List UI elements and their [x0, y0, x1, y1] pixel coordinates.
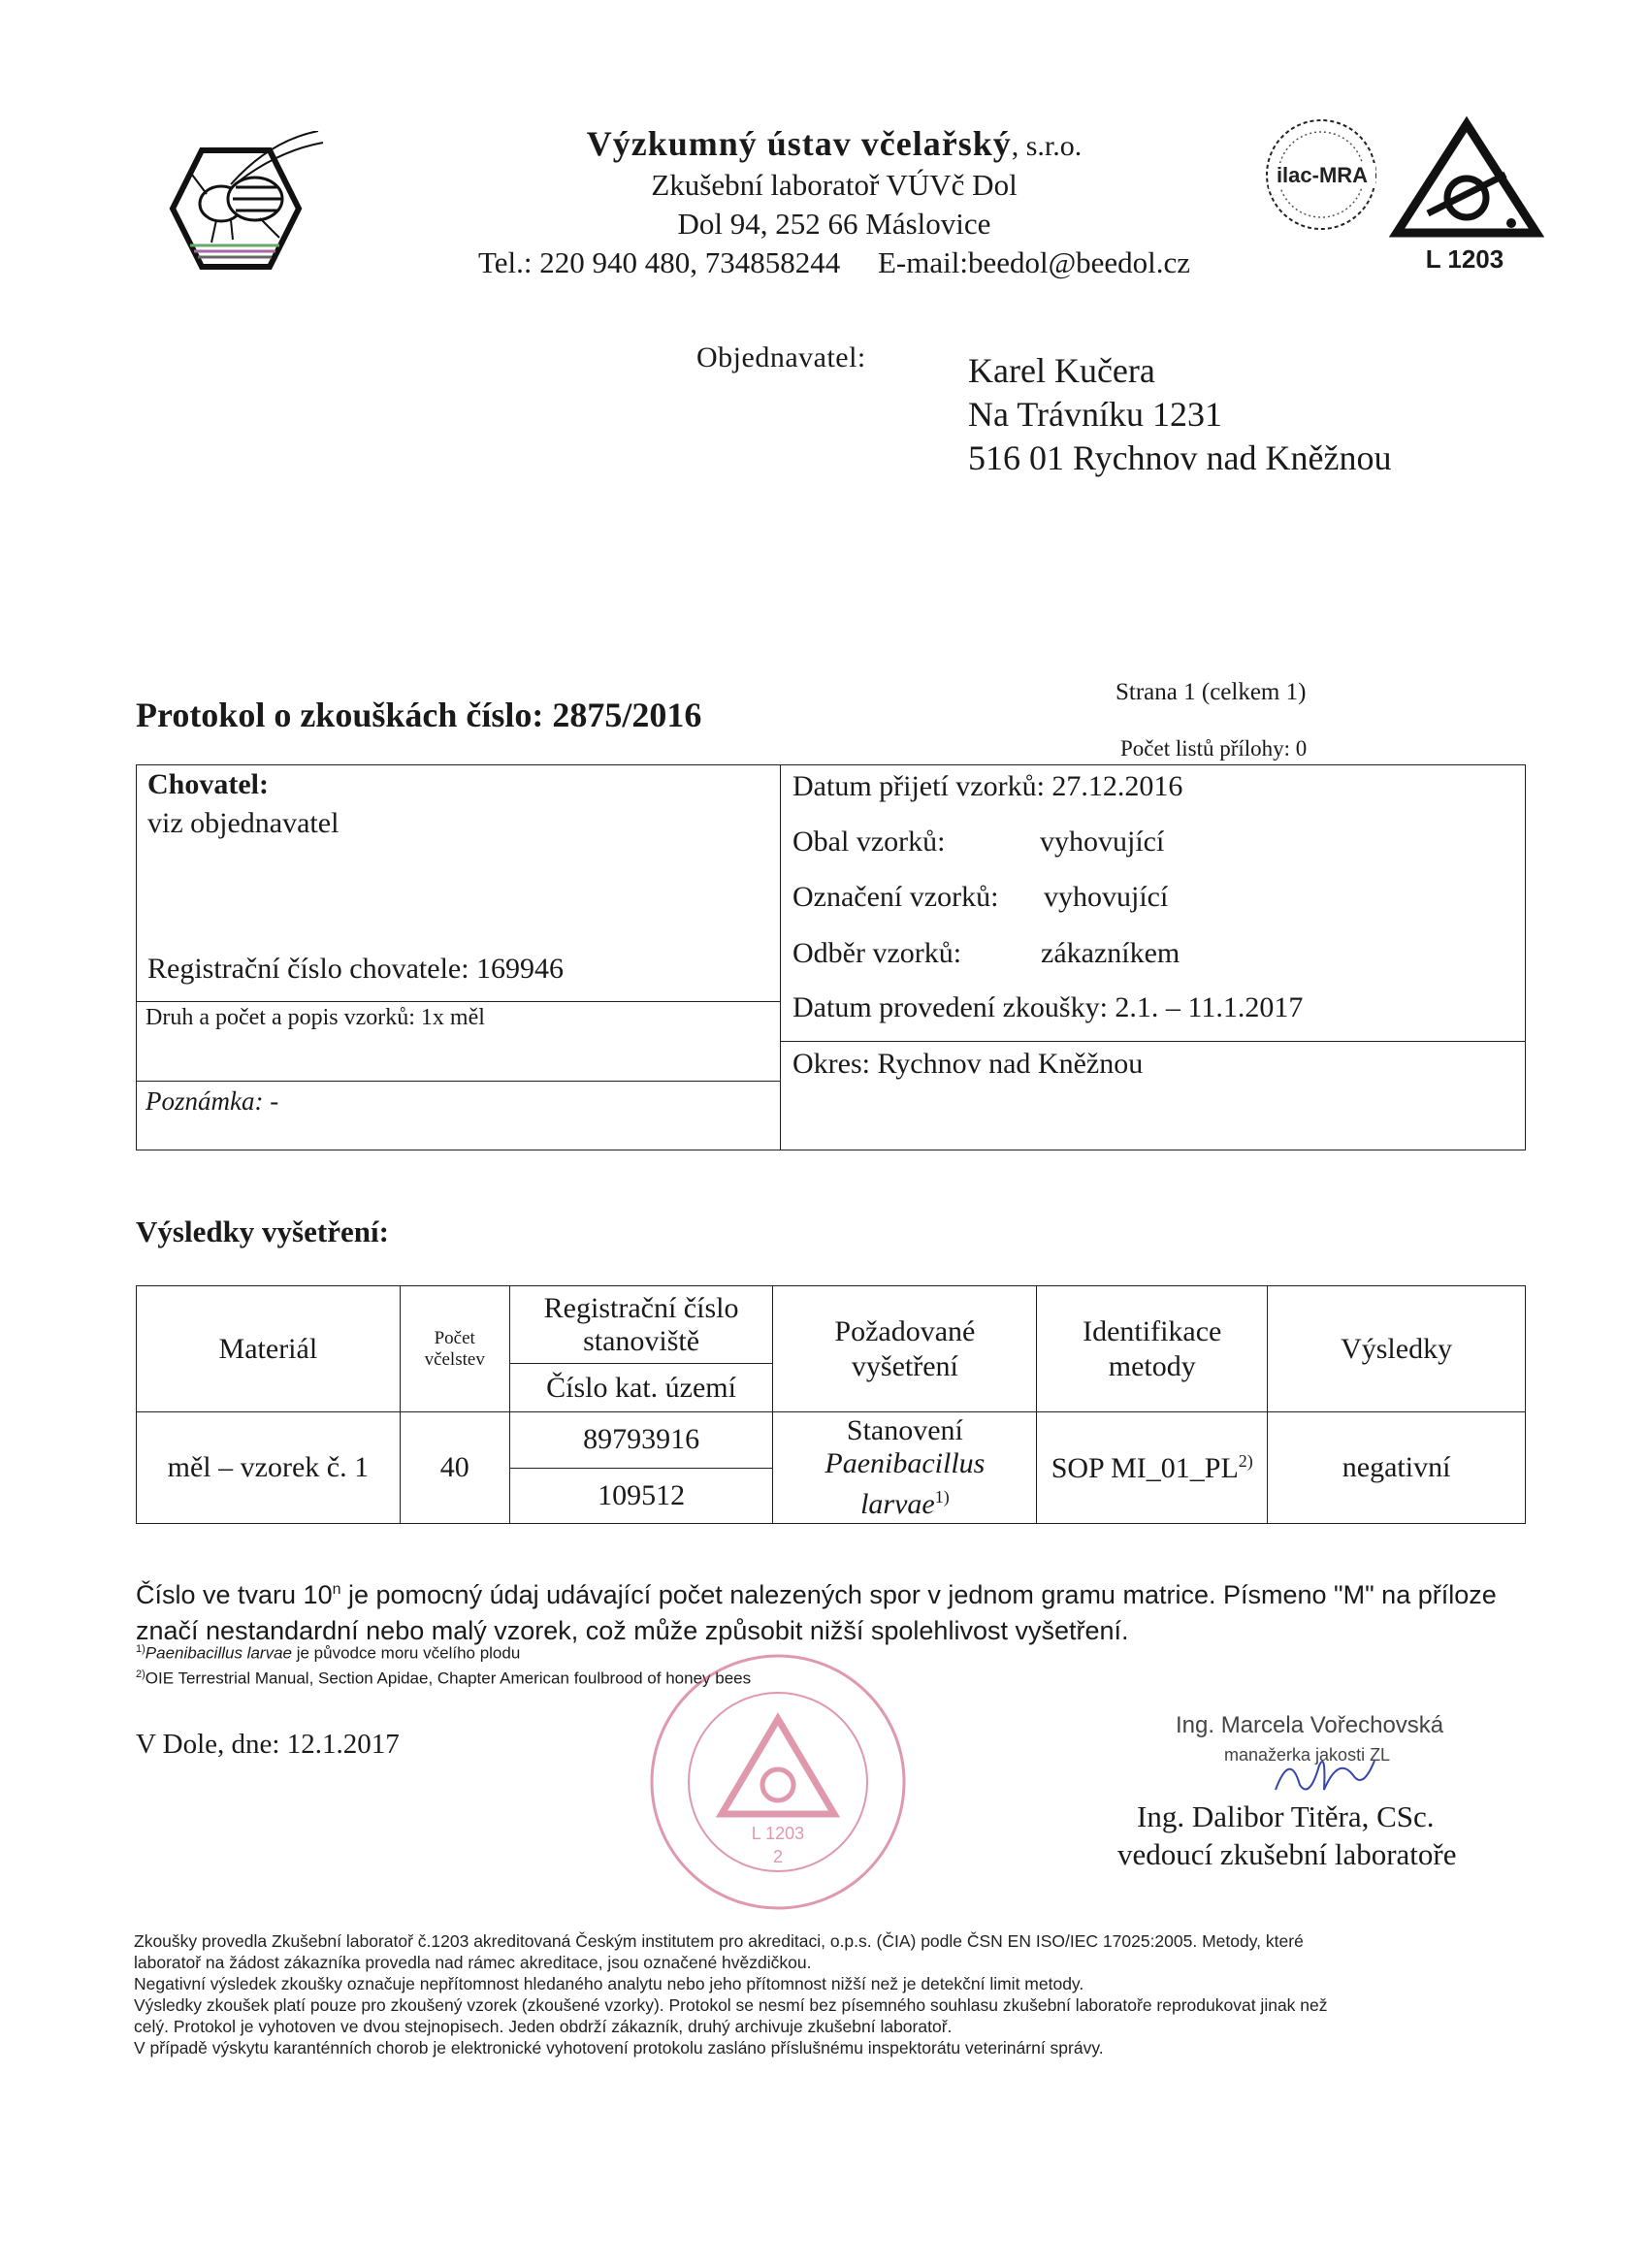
- requested-line-3: larvae$^{1)}$: [860, 1487, 950, 1520]
- svg-text:L 1203: L 1203: [751, 1824, 805, 1843]
- footer-line: Zkoušky provedla Zkušební laboratoř č.1203 akreditovaná Českým institutem pro akreditaci, o.p.s. (ČIA) podle ČSN EN ISO/IEC 17025:2005. Metody, které: [134, 1931, 1304, 1951]
- laboratory-stamp-icon: [645, 1649, 912, 1916]
- footer-line: Výsledky zkoušek platí pouze pro zkoušený vzorek (zkoušené vzorky). Protokol se nesmí bez písemného souhlasu zkušební laboratoře reprodukovat jinak než: [134, 1995, 1328, 2015]
- page-info: Strana 1 (celkem 1): [1116, 679, 1307, 705]
- lab-head-name: Ing. Dalibor Titěra, CSc.: [1137, 1799, 1435, 1833]
- lab-address: Dol 94, 252 66 Máslovice: [677, 207, 991, 241]
- svg-text:2: 2: [772, 1847, 784, 1866]
- attachment-count: Počet listů přílohy: 0: [1120, 736, 1308, 761]
- lab-head-role: vedoucí zkušební laboratoře: [1117, 1837, 1457, 1871]
- header-colonies: Počet včelstev: [400, 1286, 509, 1412]
- bee-logo-icon: [163, 131, 328, 286]
- packaging-value: vyhovující: [1040, 826, 1165, 858]
- header-requested: Požadované vyšetření: [773, 1286, 1037, 1412]
- test-date: Datum provedení zkoušky: 2.1. – 11.1.2017: [792, 991, 1304, 1023]
- cell-colonies: 40: [400, 1412, 509, 1524]
- row-divider: [780, 1041, 1526, 1042]
- header-results: Výsledky: [1268, 1286, 1526, 1412]
- lab-contact: Tel.: 220 940 480, 734858244 E-mail:beedol@beedol.cz: [477, 245, 1191, 279]
- district: Okres: Rychnov nad Kněžnou: [792, 1048, 1144, 1080]
- requested-line-2: Paenibacillus: [824, 1447, 986, 1479]
- customer-street: Na Trávníku 1231: [968, 395, 1223, 434]
- quality-manager-name: Ing. Marcela Vořechovská: [1176, 1712, 1444, 1738]
- note-field: Poznámka: -: [146, 1086, 279, 1116]
- cell-result: negativní: [1268, 1412, 1526, 1524]
- footer-disclaimer: [134, 1930, 1531, 2058]
- lab-name: Zkušební laboratoř VÚVč Dol: [651, 168, 1018, 202]
- row-divider: [136, 1081, 780, 1082]
- footer-line: celý. Protokol je vyhotoven ve dvou stejnopisech. Jeden obdrží zákazník, druhý archivuje zkušební laboratoř.: [134, 2017, 953, 2036]
- breeder-reg-number: Registrační číslo chovatele: 169946: [147, 953, 565, 985]
- results-heading: Výsledky vyšetření:: [136, 1215, 389, 1248]
- packaging-label: Obal vzorků:: [792, 826, 946, 858]
- customer-address: [968, 349, 1391, 480]
- received-date: Datum přijetí vzorků: 27.12.2016: [792, 770, 1183, 802]
- ilac-mra-logo-icon: [1261, 114, 1387, 236]
- sampling-label: Odběr vzorků:: [792, 937, 962, 969]
- marking-label: Označení vzorků:: [792, 881, 999, 913]
- requested-line-1: Stanovení: [846, 1414, 963, 1446]
- info-box-divider: [780, 764, 781, 1150]
- cell-reg-site: 89793916: [509, 1412, 773, 1469]
- header-cadastral: Číslo kat. území: [509, 1364, 773, 1412]
- results-note: Číslo ve tvaru 10$^n$ je pomocný údaj udávající počet nalezených spor v jednom gramu matrice. Písmeno "M" na příloze značí nestandardní nebo malý vzorek, což může způsobit nižší spolehlivost vyšetření.: [136, 1580, 1497, 1645]
- customer-name: Karel Kučera: [968, 351, 1155, 390]
- cell-material: měl – vzorek č. 1: [137, 1412, 401, 1524]
- protocol-title: Protokol o zkouškách číslo: 2875/2016: [136, 696, 702, 734]
- sampling-value: zákazníkem: [1041, 937, 1180, 969]
- svg-text:ilac-MRA: ilac-MRA: [1276, 163, 1369, 187]
- issue-date: V Dole, dne: 12.1.2017: [136, 1729, 400, 1760]
- customer-label: Objednavatel:: [696, 341, 866, 373]
- footer-line: V případě výskytu karanténních chorob je elektronické vyhotovení protokolu zasláno příslušnému inspektorátu veterinární správy.: [134, 2038, 1104, 2057]
- certificate-code: L 1203: [1425, 244, 1504, 274]
- header-method: Identifikace metody: [1037, 1286, 1268, 1412]
- footnote-1: $^{1)}$Paenibacillus larvae je původce moru včelího plodu: [136, 1643, 521, 1663]
- cell-requested: [773, 1412, 1037, 1524]
- organization-header: [407, 124, 1261, 282]
- accreditation-triangle-icon: [1389, 116, 1544, 243]
- breeder-value: viz objednavatel: [147, 807, 340, 839]
- header-reg-site: Registrační číslo stanoviště: [509, 1286, 773, 1364]
- cell-method: SOP MI_01_PL$^{2)}$: [1037, 1412, 1268, 1524]
- row-divider: [136, 1001, 780, 1002]
- cell-cadastral: 109512: [509, 1468, 773, 1524]
- customer-city: 516 01 Rychnov nad Kněžnou: [968, 438, 1392, 477]
- org-name: Výzkumný ústav včelařský, s.r.o.: [586, 124, 1083, 163]
- breeder-label: Chovatel:: [147, 768, 269, 800]
- footer-line: Negativní výsledek zkoušky označuje nepřítomnost hledaného analytu nebo jeho přítomnost nižší než je detekční limit metody.: [134, 1974, 1084, 1993]
- quality-manager-role: manažerka jakosti ZL: [1224, 1745, 1391, 1765]
- sample-description: Druh a počet a popis vzorků: 1x měl: [146, 1005, 485, 1030]
- signature-icon: [1266, 1746, 1382, 1804]
- marking-value: vyhovující: [1044, 881, 1169, 913]
- results-table: [136, 1285, 1526, 1524]
- footer-line: laboratoř na žádost zákazníka provedla nad rámec akreditace, jsou označené hvězdičkou.: [134, 1953, 812, 1972]
- header-material: Materiál: [137, 1286, 401, 1412]
- footnote-2: $^{2)}$OIE Terrestrial Manual, Section Apidae, Chapter American foulbrood of honey bees: [136, 1669, 752, 1688]
